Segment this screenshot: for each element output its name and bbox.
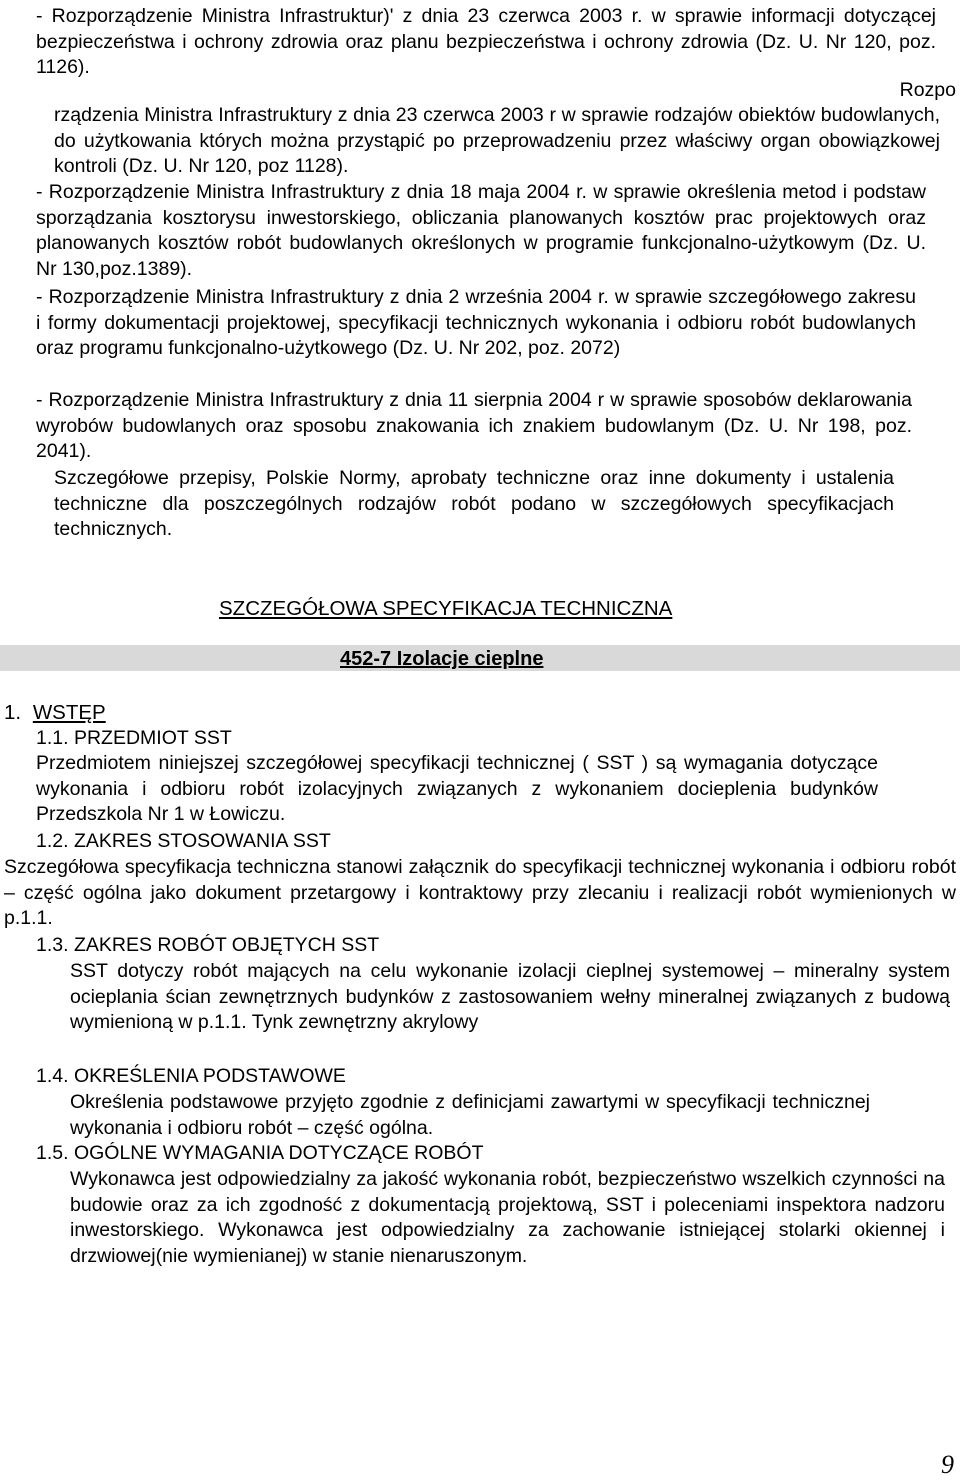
- section-1-2-number: 1.2.: [36, 830, 69, 852]
- section-1-label: WSTĘP: [32, 701, 106, 724]
- section-1-5-text: Wykonawca jest odpowiedzialny za jakość wykonania robót, bezpieczeństwo wszelkich czynności na budowie oraz za ich zgodność z dokumentacją projektową, SST i poleceniami inspektora nadzoru inwestorskiego. Wykonawca jest odpowiedzialny za zachowanie istniejącej stolarki okiennej i drzwiowej(nie wymienianej) w stanie nienaruszonym.: [70, 1168, 945, 1267]
- section-1-1-label: PRZEDMIOT SST: [73, 727, 232, 749]
- section-1-2-label: ZAKRES STOSOWANIA SST: [73, 830, 331, 852]
- section-1-3-number: 1.3.: [36, 934, 69, 956]
- section-1-3-heading: [36, 933, 379, 959]
- document-subtitle: 452-7 Izolacje cieplne: [340, 648, 544, 670]
- section-1-5-number: 1.5.: [36, 1142, 69, 1164]
- section-1-number: 1.: [4, 701, 22, 724]
- regulation-paragraph-3: - Rozporządzenie Ministra Infrastruktury z dnia 18 maja 2004 r. w sprawie określenia metod i podstaw sporządzania kosztorysu inwestorskiego, obliczania planowanych kosztów prac projektowych oraz planowanych kosztów robót budowlanych określonych w programie funkcjonalno-użytkowym (Dz. U. Nr 130,poz.1389).: [36, 181, 926, 280]
- section-1-5-heading: [36, 1141, 484, 1167]
- regulation-paragraph-5: - Rozporządzenie Ministra Infrastruktury z dnia 11 sierpnia 2004 r w sprawie sposobów deklarowania wyrobów budowlanych oraz sposobu znakowania ich znakiem budowlanym (Dz. U. Nr 198, poz. 2041).: [36, 389, 912, 463]
- regulation-paragraph-4: - Rozporządzenie Ministra Infrastruktury z dnia 2 września 2004 r. w sprawie szczegółowego zakresu i formy dokumentacji projektowej, specyfikacji technicznych wykonania i odbioru robót budowlanych oraz programu funkcjonalno-użytkowego (Dz. U. Nr 202, poz. 2072): [36, 286, 916, 360]
- section-1-1-number: 1.1.: [36, 727, 69, 749]
- section-1-2-heading: [36, 829, 331, 855]
- section-1-5-label: OGÓLNE WYMAGANIA DOTYCZĄCE ROBÓT: [73, 1142, 484, 1164]
- section-1-1-heading: [36, 726, 232, 752]
- section-1-2-text: Szczegółowa specyfikacja techniczna stanowi załącznik do specyfikacji technicznej wykonania i odbioru robót – część ogólna jako dokument przetargowy i kontraktowy przy zlecaniu i realizacji robót wymienionych w p.1.1.: [4, 856, 956, 930]
- section-1-4-text: Określenia podstawowe przyjęto zgodnie z definicjami zawartymi w specyfikacji technicznej wykonania i odbioru robót – część ogólna.: [70, 1091, 870, 1139]
- regulation-paragraph-1: - Rozporządzenie Ministra Infrastruktur)' z dnia 23 czerwca 2003 r. w sprawie informacji dotyczącej bezpieczeństwa i ochrony zdrowia oraz planu bezpieczeństwa i ochrony zdrowia (Dz. U. Nr 120, poz. 1126).: [36, 5, 936, 79]
- regulation-paragraph-2-head: Rozpo: [899, 79, 956, 101]
- regulation-paragraph-2: rządzenia Ministra Infrastruktury z dnia 23 czerwca 2003 r w sprawie rodzajów obiektów budowlanych, do użytkowania których można przystąpić po przeprowadzeniu przez właściwy organ obowiązkowej kontroli (Dz. U. Nr 120, poz 1128).: [54, 104, 940, 178]
- section-1-3-text: SST dotyczy robót mających na celu wykonanie izolacji cieplnej systemowej – mineralny system ocieplania ścian zewnętrznych budynków z zastosowaniem wełny mineralnej związanych z budową wymienioną w p.1.1. Tynk zewnętrzny akrylowy: [70, 960, 950, 1034]
- section-1-heading: [4, 700, 106, 726]
- section-1-4-label: OKREŚLENIA PODSTAWOWE: [73, 1065, 346, 1087]
- document-title: SZCZEGÓŁOWA SPECYFIKACJA TECHNICZNA: [219, 597, 673, 620]
- regulation-paragraph-6: Szczegółowe przepisy, Polskie Normy, aprobaty techniczne oraz inne dokumenty i ustalenia techniczne dla poszczególnych rodzajów robót podano w szczegółowych specyfikacjach technicznych.: [54, 467, 894, 541]
- section-1-4-heading: [36, 1064, 346, 1090]
- section-1-4-number: 1.4.: [36, 1065, 69, 1087]
- section-1-1-text: Przedmiotem niniejszej szczegółowej specyfikacji technicznej ( SST ) są wymagania dotyczące wykonania i odbioru robót izolacyjnych związanych z wykonaniem docieplenia budynków Przedszkola Nr 1 w Łowiczu.: [36, 752, 878, 826]
- section-1-3-label: ZAKRES ROBÓT OBJĘTYCH SST: [73, 934, 380, 956]
- page-number: 9: [941, 1450, 954, 1479]
